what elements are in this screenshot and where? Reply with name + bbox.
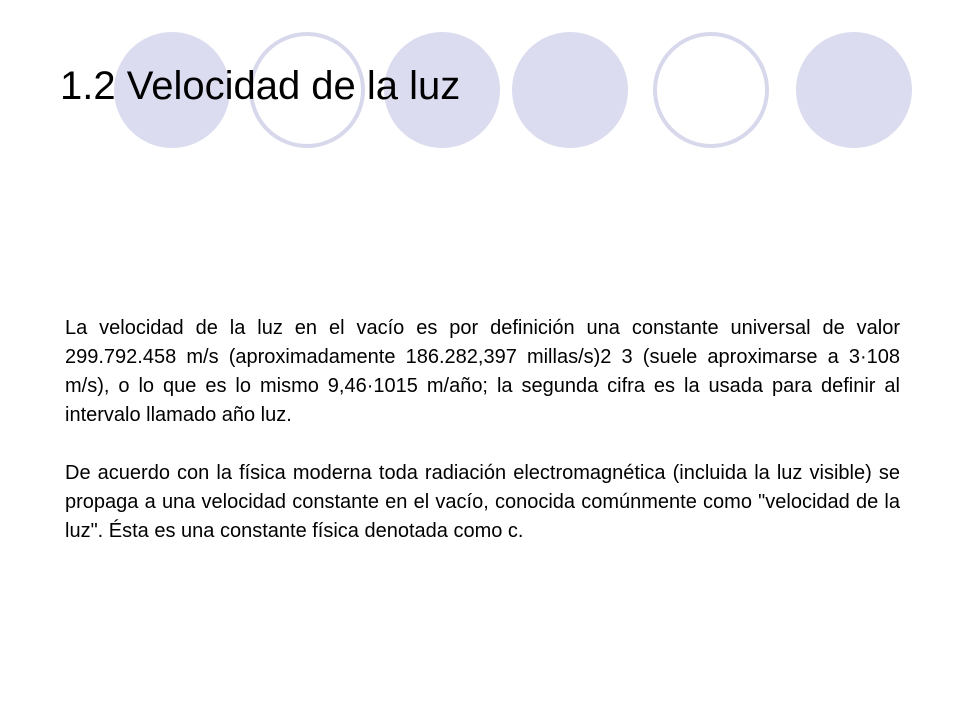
outline-circle-2: [655, 34, 767, 146]
filled-circle-3: [512, 32, 628, 148]
slide-body: [65, 314, 900, 575]
paragraph-definition: La velocidad de la luz en el vacío es por definición una constante universal de valor 299.792.458 m/s (aproximadamente 186.282,397 millas/s)2 3 (suele aproximarse a 3·108 m/s), o lo que es lo mismo 9,46·1015 m/año; la segunda cifra es la usada para definir al intervalo llamado año luz.: [65, 317, 900, 426]
filled-circle-4: [796, 32, 912, 148]
slide-title: 1.2 Velocidad de la luz: [60, 64, 461, 108]
paragraph-modern-physics: De acuerdo con la física moderna toda radiación electromagnética (incluida la luz visible) se propaga a una velocidad constante en el vacío, conocida comúnmente como "velocidad de la luz". Ésta es una constante física denotada como c.: [65, 462, 900, 542]
